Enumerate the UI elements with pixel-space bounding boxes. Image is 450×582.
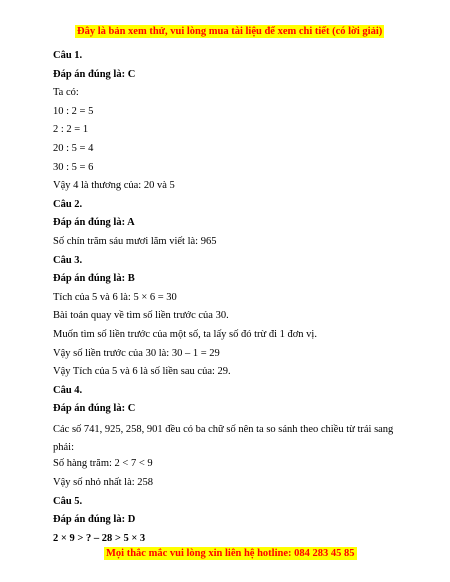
text-line: 30 : 5 = 6 bbox=[53, 161, 94, 173]
text-line: Các số 741, 925, 258, 901 đều có ba chữ số nên ta so sánh theo chiều từ trái sang phải: bbox=[53, 423, 394, 453]
text-line: Ta có: bbox=[53, 87, 79, 99]
text-line: Vậy 4 là thương của: 20 và 5 bbox=[53, 180, 175, 192]
answer-key: Đáp án đúng là: C bbox=[53, 68, 136, 80]
answer-key: Đáp án đúng là: B bbox=[53, 273, 135, 285]
answer-key: Đáp án đúng là: D bbox=[53, 514, 136, 526]
text-line: Tích của 5 và 6 là: 5 × 6 = 30 bbox=[53, 291, 177, 303]
text-line: Số chín trăm sáu mươi lăm viết là: 965 bbox=[53, 235, 217, 247]
question-heading: Câu 3. bbox=[53, 254, 83, 266]
text-line: Vậy Tích của 5 và 6 là số liền sau của: 29. bbox=[53, 366, 231, 378]
question-heading: Câu 4. bbox=[53, 384, 83, 396]
preview-notice-banner: Đây là bản xem thử, vui lòng mua tài liệu để xem chi tiết (có lời giải) bbox=[77, 26, 383, 37]
text-line: Bài toán quay về tìm số liền trước của 30. bbox=[53, 310, 229, 322]
answer-content bbox=[53, 49, 403, 550]
hotline-footer: Mọi thắc mắc vui lòng xin liên hệ hotline: 084 283 45 85 bbox=[106, 548, 355, 559]
question-heading: Câu 2. bbox=[53, 198, 83, 210]
answer-key: Đáp án đúng là: A bbox=[53, 217, 135, 229]
answer-key: Đáp án đúng là: C bbox=[53, 403, 136, 415]
text-line: Số hàng trăm: 2 < 7 < 9 bbox=[53, 458, 153, 470]
question-heading: Câu 1. bbox=[53, 50, 83, 61]
text-line: 2 × 9 > ? – 28 > 5 × 3 bbox=[53, 532, 146, 544]
text-line: Vậy số liền trước của 30 là: 30 – 1 = 29 bbox=[53, 347, 220, 359]
text-line: 10 : 2 = 5 bbox=[53, 105, 94, 117]
text-line: Vậy số nhỏ nhất là: 258 bbox=[53, 477, 154, 489]
text-line: 20 : 5 = 4 bbox=[53, 142, 94, 154]
text-line: Muốn tìm số liền trước của một số, ta lấy số đó trừ đi 1 đơn vị. bbox=[53, 328, 317, 340]
text-line: 2 : 2 = 1 bbox=[53, 124, 89, 136]
question-heading: Câu 5. bbox=[53, 495, 83, 507]
